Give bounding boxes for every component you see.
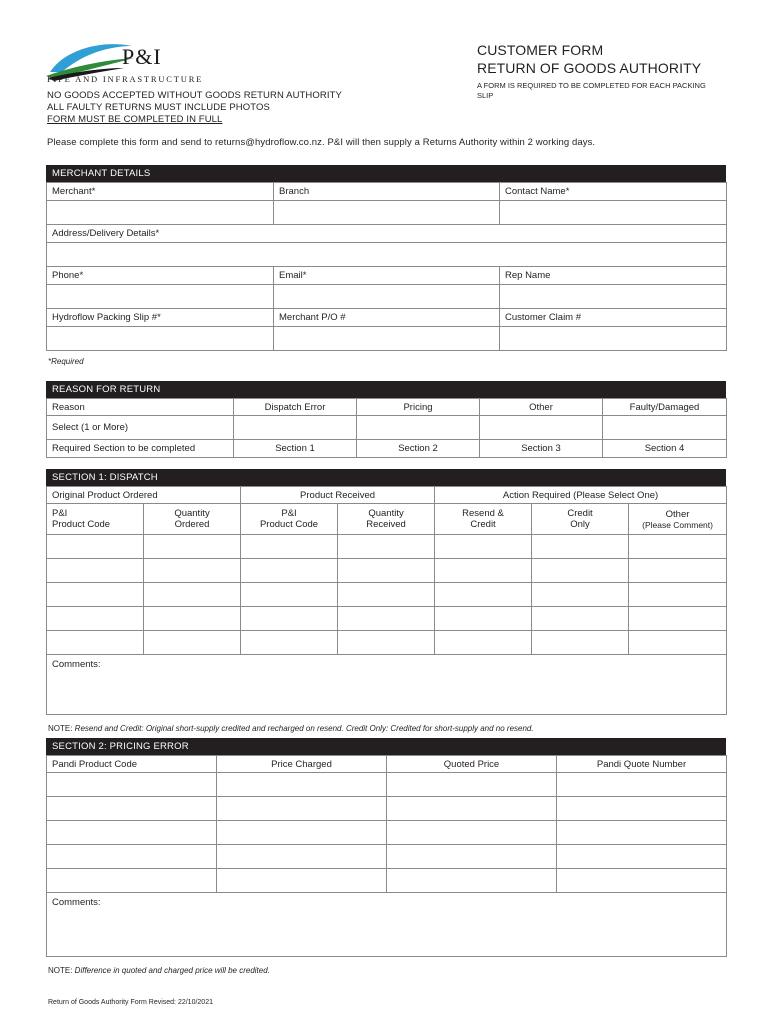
col-quantity-received (338, 504, 435, 535)
cell-input[interactable] (557, 773, 727, 797)
cell-input[interactable] (557, 797, 727, 821)
reason-heading: REASON FOR RETURN (46, 381, 726, 398)
customer-claim-field[interactable] (500, 327, 727, 351)
select-other[interactable] (480, 416, 603, 440)
logo-brand: P&I (122, 44, 162, 69)
select-label: Select (1 or More) (47, 416, 234, 440)
cell-input[interactable] (241, 607, 338, 631)
cell-input[interactable] (532, 607, 629, 631)
cell-input[interactable] (144, 535, 241, 559)
original-product-header: Original Product Ordered (47, 487, 241, 504)
reason-other: Other (480, 399, 603, 416)
dispatch-row (47, 559, 727, 583)
cell-input[interactable] (217, 773, 387, 797)
cell-input[interactable] (338, 559, 435, 583)
cell-input[interactable] (47, 607, 144, 631)
cell-input[interactable] (557, 821, 727, 845)
cell-input[interactable] (557, 845, 727, 869)
col-pi-product-code-received (241, 504, 338, 535)
customer-claim-label: Customer Claim # (500, 309, 727, 327)
reason-label: Reason (47, 399, 234, 416)
col-header-line2: (Please Comment) (642, 519, 713, 530)
pricing-row (47, 869, 727, 893)
cell-input[interactable] (144, 559, 241, 583)
dispatch-note-text: Resend and Credit: Original short-supply credited and recharged on resend. Credit Only: Credited for short-supply and no resend. (74, 724, 534, 733)
footer-revision: Return of Goods Authority Form Revised: 22/10/2021 (48, 999, 213, 1006)
col-price-charged: Price Charged (217, 756, 387, 773)
cell-input[interactable] (47, 535, 144, 559)
cell-input[interactable] (435, 583, 532, 607)
branch-field[interactable] (274, 201, 500, 225)
cell-input[interactable] (387, 869, 557, 893)
col-header-line2: Credit (470, 519, 496, 530)
rep-name-field[interactable] (500, 285, 727, 309)
dispatch-section (46, 469, 726, 715)
col-other (629, 504, 727, 535)
cell-input[interactable] (144, 607, 241, 631)
action-required-header: Action Required (Please Select One) (435, 487, 727, 504)
cell-input[interactable] (435, 631, 532, 655)
cell-input[interactable] (629, 535, 727, 559)
address-field[interactable] (47, 243, 727, 267)
merchant-po-label: Merchant P/O # (274, 309, 500, 327)
cell-input[interactable] (144, 631, 241, 655)
section-2-ref: Section 2 (357, 440, 480, 458)
contact-name-label: Contact Name* (500, 183, 727, 201)
cell-input[interactable] (532, 535, 629, 559)
dispatch-comments[interactable] (47, 655, 727, 715)
merchant-details-section (46, 165, 726, 351)
cell-input[interactable] (241, 631, 338, 655)
cell-input[interactable] (387, 773, 557, 797)
cell-input[interactable] (217, 869, 387, 893)
pricing-row (47, 845, 727, 869)
pricing-table (46, 755, 727, 957)
cell-input[interactable] (217, 821, 387, 845)
cell-input[interactable] (338, 631, 435, 655)
cell-input[interactable] (47, 583, 144, 607)
dispatch-row (47, 631, 727, 655)
cell-input[interactable] (629, 607, 727, 631)
warning-no-goods: NO GOODS ACCEPTED WITHOUT GOODS RETURN AUTHORITY (47, 90, 342, 101)
cell-input[interactable] (241, 583, 338, 607)
reason-dispatch-error: Dispatch Error (234, 399, 357, 416)
intro-text: Please complete this form and send to returns@hydroflow.co.nz. P&I will then supply a Returns Authority within 2 working days. (47, 137, 596, 148)
form-title-line1: CUSTOMER FORM (477, 42, 604, 58)
col-header-line2: Product Code (259, 519, 319, 530)
cell-input[interactable] (629, 631, 727, 655)
merchant-po-field[interactable] (274, 327, 500, 351)
cell-input[interactable] (557, 869, 727, 893)
cell-input[interactable] (629, 583, 727, 607)
warning-complete-full: FORM MUST BE COMPLETED IN FULL (47, 114, 223, 125)
merchant-details-table (46, 182, 727, 351)
contact-name-field[interactable] (500, 201, 727, 225)
col-pandi-quote-number: Pandi Quote Number (557, 756, 727, 773)
pricing-note-text: Difference in quoted and charged price will be credited. (74, 966, 270, 975)
section-3-ref: Section 3 (480, 440, 603, 458)
cell-input[interactable] (217, 797, 387, 821)
pricing-section (46, 738, 726, 957)
pricing-note-prefix: NOTE: (48, 966, 75, 975)
col-header-line2: Only (570, 519, 590, 530)
col-header-line1: Other (665, 508, 690, 520)
branch-label: Branch (274, 183, 500, 201)
dispatch-note (48, 724, 534, 733)
cell-input[interactable] (629, 559, 727, 583)
phone-field[interactable] (47, 285, 274, 309)
pricing-comments[interactable] (47, 893, 727, 957)
pricing-heading: SECTION 2: PRICING ERROR (46, 738, 726, 755)
cell-input[interactable] (47, 559, 144, 583)
reason-table (46, 398, 727, 458)
packing-slip-field[interactable] (47, 327, 274, 351)
pricing-row (47, 821, 727, 845)
pricing-note (48, 966, 270, 975)
col-header-line2: Ordered (174, 519, 210, 530)
cell-input[interactable] (144, 583, 241, 607)
reason-section (46, 381, 726, 458)
cell-input[interactable] (47, 797, 217, 821)
cell-input[interactable] (241, 559, 338, 583)
select-pricing[interactable] (357, 416, 480, 440)
col-quantity-ordered (144, 504, 241, 535)
merchant-label: Merchant* (47, 183, 274, 201)
cell-input[interactable] (435, 607, 532, 631)
col-resend-credit (435, 504, 532, 535)
pricing-comments-label: Comments: (52, 897, 101, 908)
dispatch-comments-label: Comments: (52, 659, 101, 670)
cell-input[interactable] (387, 797, 557, 821)
section-1-ref: Section 1 (234, 440, 357, 458)
email-label: Email* (274, 267, 500, 285)
col-header-line1: P&I (281, 508, 297, 519)
col-header-line2: Product Code (52, 519, 111, 530)
col-header-line1: P&I (52, 508, 68, 519)
required-note: *Required (48, 357, 84, 366)
warning-photos: ALL FAULTY RETURNS MUST INCLUDE PHOTOS (47, 102, 270, 113)
phone-label: Phone* (47, 267, 274, 285)
packing-slip-label: Hydroflow Packing Slip #* (47, 309, 274, 327)
merchant-field[interactable] (47, 201, 274, 225)
col-header-line1: Credit (567, 508, 593, 519)
cell-input[interactable] (338, 583, 435, 607)
reason-pricing: Pricing (357, 399, 480, 416)
section-4-ref: Section 4 (603, 440, 727, 458)
required-section-label: Required Section to be completed (47, 440, 234, 458)
cell-input[interactable] (532, 631, 629, 655)
cell-input[interactable] (532, 559, 629, 583)
reason-faulty-damaged: Faulty/Damaged (603, 399, 727, 416)
dispatch-note-prefix: NOTE: (48, 724, 75, 733)
cell-input[interactable] (387, 821, 557, 845)
cell-input[interactable] (435, 535, 532, 559)
dispatch-heading: SECTION 1: DISPATCH (46, 469, 726, 486)
cell-input[interactable] (338, 535, 435, 559)
rep-name-label: Rep Name (500, 267, 727, 285)
cell-input[interactable] (241, 535, 338, 559)
pricing-row (47, 773, 727, 797)
col-quoted-price: Quoted Price (387, 756, 557, 773)
col-pi-product-code-ordered (47, 504, 144, 535)
dispatch-row (47, 583, 727, 607)
cell-input[interactable] (387, 845, 557, 869)
col-header-line2: Received (366, 519, 406, 530)
logo-tagline: PIPE AND INFRASTRUCTURE (47, 74, 204, 84)
col-header-line1: Resend & (462, 508, 504, 519)
dispatch-table (46, 486, 727, 715)
cell-input[interactable] (47, 821, 217, 845)
address-label: Address/Delivery Details* (47, 225, 727, 243)
cell-input[interactable] (47, 773, 217, 797)
col-credit-only (532, 504, 629, 535)
form-title-line2: RETURN OF GOODS AUTHORITY (477, 60, 702, 76)
cell-input[interactable] (435, 559, 532, 583)
cell-input[interactable] (47, 845, 217, 869)
merchant-details-heading: MERCHANT DETAILS (46, 165, 726, 182)
cell-input[interactable] (338, 607, 435, 631)
col-header-line1: Quantity (174, 508, 210, 519)
col-header-line1: Quantity (368, 508, 404, 519)
pricing-row (47, 797, 727, 821)
select-faulty-damaged[interactable] (603, 416, 727, 440)
select-dispatch-error[interactable] (234, 416, 357, 440)
dispatch-row (47, 535, 727, 559)
product-received-header: Product Received (241, 487, 435, 504)
cell-input[interactable] (47, 631, 144, 655)
email-field[interactable] (274, 285, 500, 309)
cell-input[interactable] (47, 869, 217, 893)
cell-input[interactable] (217, 845, 387, 869)
packing-slip-note: A FORM IS REQUIRED TO BE COMPLETED FOR EACH PACKING SLIP (477, 81, 706, 100)
dispatch-row (47, 607, 727, 631)
col-pandi-product-code: Pandi Product Code (47, 756, 217, 773)
cell-input[interactable] (532, 583, 629, 607)
